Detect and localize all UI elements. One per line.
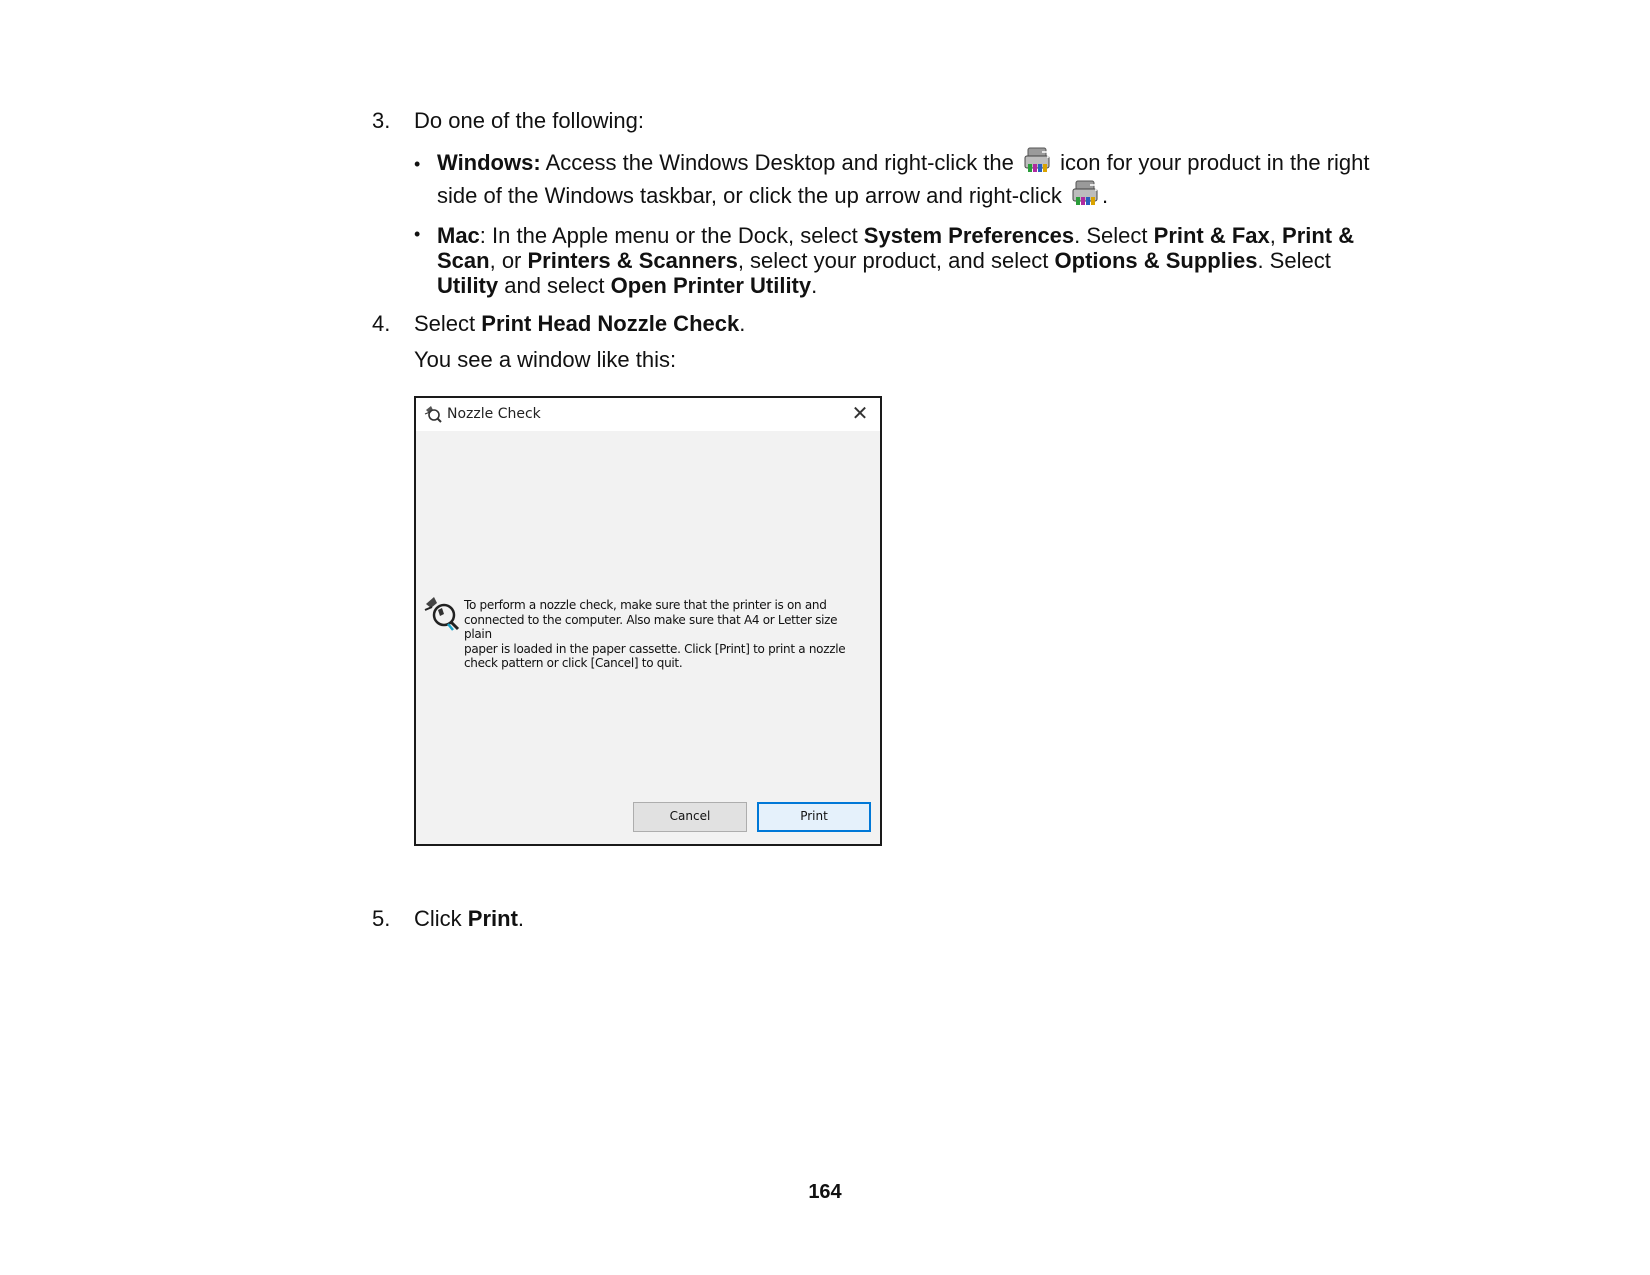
dialog-title: Nozzle Check (447, 406, 541, 422)
mac-b3: Print & (1282, 223, 1355, 248)
mac-b8: Open Printer Utility (610, 273, 812, 298)
page-number: 164 (808, 1181, 842, 1203)
windows-label: Windows: (437, 150, 541, 175)
bullet-windows-text (437, 146, 1397, 212)
step-4-text (414, 311, 1414, 337)
mac-t7: and select (498, 273, 611, 298)
mac-t3: , (1269, 223, 1283, 248)
windows-text-2: icon for your product in the right (1054, 150, 1370, 175)
nozzle-check-large-icon (422, 594, 462, 634)
nozzle-check-icon (423, 404, 443, 424)
step-5-b1: Print (467, 906, 518, 931)
mac-t8: . (811, 273, 818, 298)
windows-text-4: . (1101, 183, 1109, 208)
step-3-text: Do one of the following: (414, 108, 644, 133)
bullet-mac-marker: • (414, 224, 421, 244)
bullet-mac-text (437, 223, 1397, 298)
step-4-t1: Select (414, 311, 482, 336)
print-button[interactable]: Print (757, 802, 871, 832)
step-3-number: 3. (372, 108, 391, 133)
mac-b6: Options & Supplies (1054, 248, 1258, 273)
mac-label: Mac (437, 223, 480, 248)
mac-b4: Scan (437, 248, 490, 273)
mac-b1: System Preferences (863, 223, 1075, 248)
dialog-message (464, 598, 854, 671)
step-4-number: 4. (372, 311, 391, 336)
printer-tray-icon (1022, 146, 1052, 176)
mac-t1: : In the Apple menu or the Dock, select (479, 223, 864, 248)
dialog-message-line: check pattern or click [Cancel] to quit. (464, 656, 683, 670)
mac-t2: . Select (1074, 223, 1154, 248)
mac-t5: , select your product, and select (737, 248, 1055, 273)
mac-b2: Print & Fax (1153, 223, 1270, 248)
step-5-t2: . (517, 906, 525, 931)
step-4-b1: Print Head Nozzle Check (481, 311, 740, 336)
printer-tray-icon (1070, 179, 1100, 209)
mac-t6: . Select (1257, 248, 1331, 273)
windows-text-1: Access the Windows Desktop and right-click the (540, 150, 1021, 175)
dialog-message-line: connected to the computer. Also make sure that A4 or Letter size plain (464, 612, 838, 641)
step-5-text (414, 906, 1414, 932)
nozzle-check-dialog (414, 396, 882, 846)
step-4-t2: . (739, 311, 746, 336)
dialog-message-line: paper is loaded in the paper cassette. Click [Print] to print a nozzle (464, 641, 846, 656)
step-5-number: 5. (372, 906, 391, 931)
dialog-titlebar (416, 398, 880, 431)
bullet-windows-marker: • (414, 154, 421, 174)
mac-b7: Utility (437, 273, 499, 298)
windows-text-3: side of the Windows taskbar, or click the up arrow and right-click (437, 183, 1068, 208)
step-5-t1: Click (414, 906, 468, 931)
cancel-button[interactable]: Cancel (633, 802, 747, 832)
step-4-subtext: You see a window like this: (414, 347, 677, 372)
mac-t4: , or (489, 248, 528, 273)
dialog-message-line: To perform a nozzle check, make sure that the printer is on and (464, 598, 827, 612)
close-icon[interactable]: ✕ (851, 403, 869, 425)
mac-b5: Printers & Scanners (527, 248, 738, 273)
